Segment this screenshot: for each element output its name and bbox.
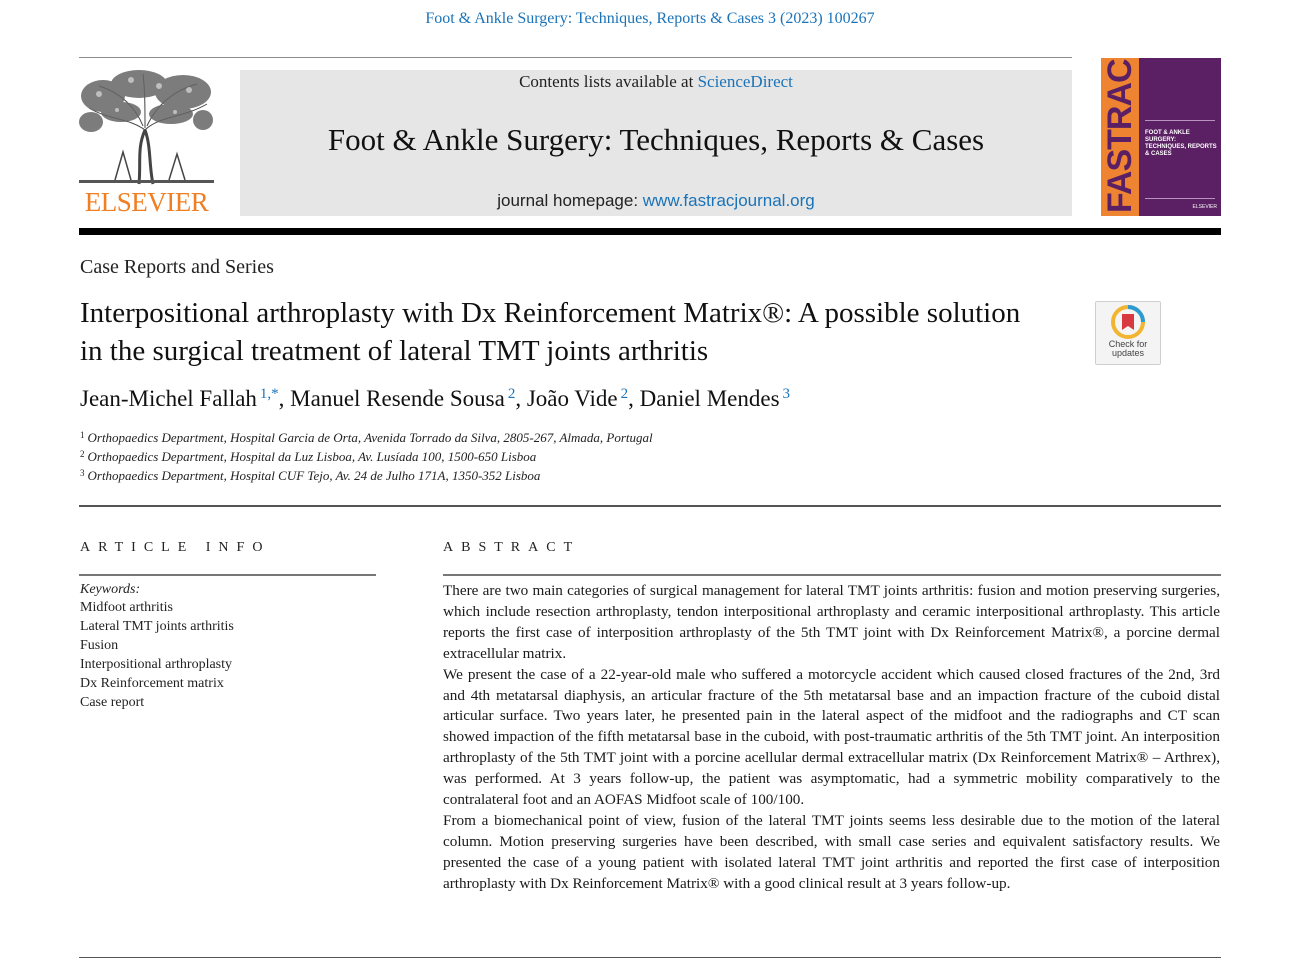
elsevier-tree-icon (79, 68, 214, 186)
abstract-body (443, 581, 1220, 895)
abstract-divider (443, 574, 1221, 576)
author-name[interactable]: Manuel Resende Sousa (290, 386, 505, 411)
check-updates-icon (1096, 302, 1160, 340)
abstract-paragraph: We present the case of a 22-year-old male who suffered a motorcycle accident which caused closed fractures of the 2nd, 3rd and 4th metatarsal diaphysis, an articular fracture of the 5th metatarsal base and an impaction fracture of the cuboid distal articular surface. Two years later, he presented pain in the lateral aspect of the midfoot and the radiographs and CT scan showed impaction of the fifth metatarsal base in the cuboid, with post-traumatic arthritis of the 5th TMT joint. An interposition arthroplasty of the 5th TMT joint with a porcine acellular dermal extracellular matrix (Dx Reinforcement Matrix® – Arthrex), was performed. At 3 years follow-up, the patient was asymptomatic, had a symmetric mobility comparatively to the contralateral foot and an AOFAS Midfoot scale of 100/100. (443, 665, 1220, 809)
cover-divider (1145, 198, 1215, 199)
keyword: Dx Reinforcement matrix (80, 676, 224, 691)
cover-title-word: FASTRAC (1101, 59, 1139, 213)
sciencedirect-link[interactable]: ScienceDirect (697, 72, 793, 91)
abstract-paragraph: From a biomechanical point of view, fusion of the lateral TMT joints seems less desirable due to the motion of the lateral column. Motion preserving surgeries have been described, with small case series and equivalent satisfactory results. We presented the case of a young patient with isolated lateral TMT joint arthritis and reported the first case of interposition arthroplasty with Dx Reinforcement Matrix® with a good clinical result at 3 years follow-up. (443, 811, 1220, 892)
author-affiliation-marker[interactable]: 1,* (259, 386, 279, 402)
check-updates-label: Check for updates (1108, 339, 1148, 358)
affiliation-text: Orthopaedics Department, Hospital Garcia de Orta, Avenida Torrado da Silva, 2805-267, Almada, Portugal (87, 430, 653, 445)
affiliation (80, 449, 536, 465)
keyword: Lateral TMT joints arthritis (80, 619, 234, 634)
journal-banner (240, 70, 1072, 216)
author-affiliation-marker[interactable]: 3 (782, 386, 791, 402)
homepage-link[interactable]: www.fastracjournal.org (642, 191, 815, 210)
affiliation (80, 430, 653, 446)
author-affiliation-marker[interactable]: 2 (507, 386, 516, 402)
elsevier-logo[interactable] (79, 68, 214, 218)
author-affiliation-marker[interactable]: 2 (620, 386, 629, 402)
affiliation-text: Orthopaedics Department, Hospital CUF Tejo, Av. 24 de Julho 171A, 1350-352 Lisboa (87, 468, 541, 483)
affiliation-text: Orthopaedics Department, Hospital da Luz Lisboa, Av. Lusíada 100, 1500-650 Lisboa (87, 449, 537, 464)
author-name[interactable]: João Vide (526, 386, 618, 411)
cover-subtitle: FOOT & ANKLE SURGERY: TECHNIQUES, REPORTS & CASES (1145, 130, 1217, 157)
check-for-updates-button[interactable] (1095, 301, 1161, 365)
abstract-heading: ABSTRACT (443, 540, 581, 555)
section-divider (79, 505, 1221, 507)
top-divider (79, 57, 1072, 58)
affiliation-number: 1 (80, 430, 85, 440)
contents-availability (240, 72, 1072, 92)
keywords-label: Keywords: (80, 582, 141, 597)
cover-publisher: ELSEVIER (1192, 204, 1217, 210)
keyword: Case report (80, 695, 145, 710)
cover-divider (1145, 120, 1215, 121)
article-info-divider (79, 574, 376, 576)
keyword: Midfoot arthritis (80, 600, 173, 615)
header-divider (79, 228, 1221, 235)
homepage-prefix: journal homepage: (497, 191, 643, 210)
affiliation-number: 2 (80, 449, 85, 459)
article-info-heading: ARTICLE INFO (80, 540, 271, 555)
journal-title: Foot & Ankle Surgery: Techniques, Reports & Cases (327, 122, 985, 157)
author-list: Jean-Michel Fallah $^{1,*}$, Manuel Resende Sousa $^2$, João Vide $^2$, Daniel Mendes $^3$ (80, 386, 791, 411)
affiliation (80, 468, 540, 484)
abstract-paragraph: There are two main categories of surgical management for lateral TMT joints arthritis: fusion and motion preserving surgeries, which include resection arthroplasty, tendon interpositional arthroplasty and ceramic interpositional arthroplasty. This article reports the first case of interposition arthroplasty of the 5th TMT joint with Dx Reinforcement Matrix®, a porcine dermal extracellular matrix. (443, 582, 1220, 662)
contents-prefix: Contents lists available at (519, 72, 698, 91)
journal-cover-thumbnail[interactable] (1101, 58, 1221, 216)
keyword: Interpositional arthroplasty (80, 657, 233, 672)
bottom-divider (79, 957, 1221, 958)
journal-homepage (240, 191, 1072, 211)
journal-citation-link[interactable]: Foot & Ankle Surgery: Techniques, Reports & Cases 3 (2023) 100267 (425, 10, 875, 27)
article-type: Case Reports and Series (80, 256, 274, 278)
author-name[interactable]: Jean-Michel Fallah (80, 386, 257, 411)
article-title: Interpositional arthroplasty with Dx Reinforcement Matrix®: A possible solution in the surgical treatment of lateral TMT joints arthritis (80, 297, 1021, 367)
keyword: Fusion (80, 638, 119, 653)
author-name[interactable]: Daniel Mendes (639, 386, 780, 411)
elsevier-wordmark: ELSEVIER (84, 187, 209, 217)
affiliation-number: 3 (80, 468, 85, 478)
